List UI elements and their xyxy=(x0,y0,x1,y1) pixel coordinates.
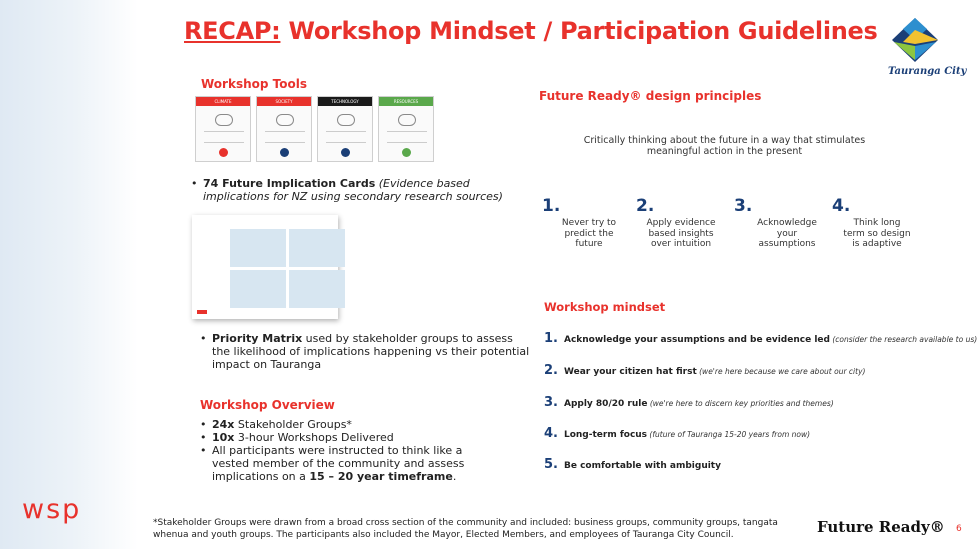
leaf-icon xyxy=(398,114,416,126)
principle-text: Think long term so design is adaptive xyxy=(843,218,911,249)
principle-3 xyxy=(734,196,817,249)
chip-icon xyxy=(337,114,355,126)
footnote: *Stakeholder Groups were drawn from a broad cross section of the community and included: business groups, community groups, tangata whenua and youth groups. The participants also included the Mayor, Elected Members, and employees of Tauranga City Council. xyxy=(153,518,778,540)
cloud-icon xyxy=(215,114,233,126)
tauranga-city-wordmark: Tauranga City xyxy=(888,66,967,77)
principle-number: 3. xyxy=(734,196,753,216)
principle-text: Never try to predict the future xyxy=(561,218,617,249)
principle-number: 2. xyxy=(636,196,655,216)
overview-bullet-list xyxy=(200,418,490,483)
people-icon xyxy=(276,114,294,126)
card-climate xyxy=(195,96,251,162)
wsp-logo: wsp xyxy=(22,494,82,525)
side-gradient-bar xyxy=(0,0,138,549)
design-principles-heading: Future Ready® design principles xyxy=(539,89,762,103)
implication-cards-image xyxy=(195,96,434,162)
mindset-item-5: 5. Be comfortable with ambiguity xyxy=(544,457,721,472)
card-label: TECHNOLOGY xyxy=(318,97,372,106)
card-society xyxy=(256,96,312,162)
list-item: • All participants were instructed to think like a vested member of the community and assess implications on a 15 – 20 year timeframe. xyxy=(200,444,490,483)
list-item: • Priority Matrix used by stakeholder groups to assess the likelihood of implications happening vs their potential impact on Tauranga xyxy=(200,332,530,371)
list-item: • 74 Future Implication Cards (Evidence based implications for NZ using secondary research sources) xyxy=(191,177,511,203)
principle-1 xyxy=(542,196,617,249)
card-technology xyxy=(317,96,373,162)
list-item: • 24x Stakeholder Groups* xyxy=(200,418,490,431)
future-ready-logo: Future Ready® xyxy=(817,518,945,536)
card-label: SOCIETY xyxy=(257,97,311,106)
mindset-item-3: 3. Apply 80/20 rule (we're here to discern key priorities and themes) xyxy=(544,395,834,410)
principle-text: Apply evidence based insights over intuition xyxy=(646,218,716,249)
page-number: 6 xyxy=(956,524,962,534)
cards-bullet-list xyxy=(191,177,511,203)
principle-number: 4. xyxy=(832,196,851,216)
card-resources xyxy=(378,96,434,162)
card-label: CLIMATE xyxy=(196,97,250,106)
mindset-item-4: 4. Long-term focus (future of Tauranga 15-20 years from now) xyxy=(544,426,811,441)
mindset-item-2: 2. Wear your citizen hat first (we're here because we care about our city) xyxy=(544,363,866,378)
principle-number: 1. xyxy=(542,196,561,216)
workshop-mindset-heading: Workshop mindset xyxy=(544,300,666,314)
principle-2 xyxy=(636,196,716,249)
card-label: RESOURCES xyxy=(379,97,433,106)
priority-matrix-image xyxy=(192,215,338,319)
principle-text: Acknowledge your assumptions xyxy=(757,218,817,249)
mindset-item-1: 1. Acknowledge your assumptions and be evidence led (consider the research available to us) xyxy=(544,331,978,346)
list-item: • 10x 3-hour Workshops Delivered xyxy=(200,431,490,444)
workshop-overview-heading: Workshop Overview xyxy=(200,398,335,412)
slide-title: RECAP: Workshop Mindset / Participation Guidelines xyxy=(184,17,878,45)
tauranga-city-logo xyxy=(882,16,967,80)
design-principles-subtitle: Critically thinking about the future in a way that stimulates meaningful action in the present xyxy=(583,135,866,157)
tauranga-diamond-icon xyxy=(882,16,958,68)
matrix-bullet-list xyxy=(200,332,530,371)
principle-4 xyxy=(832,196,911,249)
workshop-tools-heading: Workshop Tools xyxy=(201,77,307,91)
